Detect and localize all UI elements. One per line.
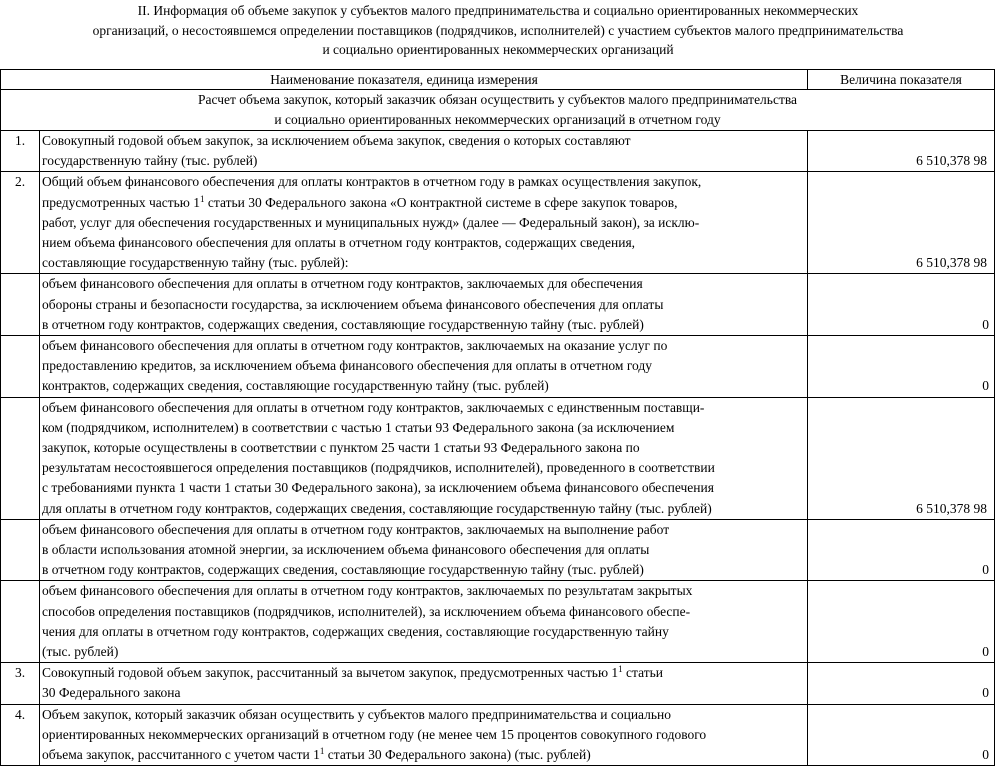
heading-line-2: организаций, о несостоявшемся определении поставщиков (подрядчиков, исполнителей) с участием субъектов малого предпринимательства — [92, 22, 904, 38]
table-header-row — [1, 70, 995, 90]
heading-line-1: II. Информация об объеме закупок у субъектов малого предпринимательства и социально ориентированных некоммерческих — [137, 3, 859, 18]
row-indicator-text — [40, 519, 808, 581]
indicator-line: для оплаты в отчетном году контрактов, содержащих сведения, составляющие государственную тайну (тыс. рублей) — [42, 500, 712, 516]
row-indicator-text — [40, 581, 808, 663]
indicator-line: с требованиями пункта 1 части 1 статьи 30 Федерального закона), за исключением объема финансового обеспечения — [42, 480, 714, 496]
indicator-line: Объем закупок, который заказчик обязан осуществить у субъектов малого предпринимательства и социально — [42, 706, 672, 722]
row-indicator-text — [40, 172, 808, 274]
procurement-table — [0, 69, 995, 766]
superscript-mark: 1 — [618, 664, 623, 675]
indicator-line: предусмотренных частью $1^1$ статьи 30 Федерального закона «О контрактной системе в сфере закупок товаров, — [42, 193, 678, 210]
indicator-line: в отчетном году контрактов, содержащих сведения, составляющие государственную тайну (тыс. рублей) — [42, 316, 644, 332]
row-number — [1, 336, 40, 398]
row-value: 0 — [808, 274, 995, 336]
indicator-line: объем финансового обеспечения для оплаты в отчетном году контрактов, заключаемых по результатам закрытых — [42, 583, 693, 599]
indicator-line: закупок, которые осуществлены в соответствии с пунктом 25 части 1 статьи 93 Федерального закона по — [42, 440, 640, 456]
indicator-line: нием объема финансового обеспечения для оплаты в отчетном году контрактов, содержащих сведения, — [42, 235, 636, 251]
row-number: 4. — [1, 704, 40, 766]
indicator-line: предоставлению кредитов, за исключением объема финансового обеспечения для оплаты в отчетном году — [42, 358, 653, 374]
table-row — [1, 581, 995, 663]
indicator-line: ком (подрядчиком, исполнителем) в соответствии с частью 1 статьи 93 Федерального закона (за исключением — [42, 419, 675, 435]
indicator-line: объема закупок, рассчитанного с учетом части $1^1$ статьи 30 Федерального закона) (тыс. рублей) — [42, 746, 591, 763]
row-indicator-text — [40, 274, 808, 336]
indicator-line: государственную тайну (тыс. рублей) — [42, 153, 258, 169]
indicator-line: в области использования атомной энергии, за исключением объема финансового обеспечения для оплаты — [42, 542, 650, 558]
superscript-mark: 1 — [319, 746, 325, 757]
section-title-line-1: Расчет объема закупок, который заказчик обязан осуществить у субъектов малого предпринимательства — [197, 92, 798, 107]
row-number — [1, 581, 40, 663]
row-indicator-text — [40, 704, 808, 766]
indicator-line: результатам несостоявшегося определения поставщиков (подрядчиков, исполнителей), проведенного в соответствии — [42, 460, 715, 476]
row-number — [1, 397, 40, 519]
indicator-line: чения для оплаты в отчетном году контрактов, содержащих сведения, составляющие государственную тайну — [42, 623, 669, 639]
indicator-line: объем финансового обеспечения для оплаты в отчетном году контрактов, заключаемых для обеспечения — [42, 276, 643, 292]
indicator-line: Совокупный годовой объем закупок, рассчитанный за вычетом закупок, предусмотренных частью $1^1$ статьи — [42, 664, 664, 681]
table-row — [1, 397, 995, 519]
indicator-line: способов определения поставщиков (подрядчиков, исполнителей), за исключением объема финансового обеспе- — [42, 603, 691, 619]
row-value: 6 510,378 98 — [808, 397, 995, 519]
indicator-line: составляющие государственную тайну (тыс. рублей): — [42, 255, 349, 271]
section-title-line-2: и социально ориентированных некоммерческих организаций в отчетном году — [274, 112, 721, 127]
row-number — [1, 519, 40, 581]
table-row — [1, 274, 995, 336]
row-indicator-text — [40, 336, 808, 398]
row-number: 1. — [1, 131, 40, 172]
section-title — [1, 90, 995, 131]
row-number: 3. — [1, 663, 40, 704]
row-indicator-text — [40, 131, 808, 172]
indicator-line: контрактов, содержащих сведения, составляющие государственную тайну (тыс. рублей) — [42, 378, 549, 394]
indicator-line: объем финансового обеспечения для оплаты в отчетном году контрактов, заключаемых на оказание услуг по — [42, 338, 668, 354]
indicator-line: в отчетном году контрактов, содержащих сведения, составляющие государственную тайну (тыс. рублей) — [42, 562, 644, 578]
row-value: 0 — [808, 704, 995, 766]
row-value: 0 — [808, 663, 995, 704]
row-indicator-text — [40, 663, 808, 704]
indicator-line: Общий объем финансового обеспечения для оплаты контрактов в отчетном году в рамках осуществления закупок, — [42, 174, 702, 190]
indicator-line: объем финансового обеспечения для оплаты в отчетном году контрактов, заключаемых на выполнение работ — [42, 521, 670, 537]
section-title-row — [1, 90, 995, 131]
document-heading — [0, 0, 996, 67]
table-row — [1, 663, 995, 704]
row-value: 6 510,378 98 — [808, 172, 995, 274]
row-indicator-text — [40, 397, 808, 519]
row-number: 2. — [1, 172, 40, 274]
heading-line-3: и социально ориентированных некоммерческих организаций — [322, 42, 674, 57]
indicator-line: Совокупный годовой объем закупок, за исключением объема закупок, сведения о которых составляют — [42, 133, 631, 148]
table-row — [1, 336, 995, 398]
table-row — [1, 131, 995, 172]
indicator-line: (тыс. рублей) — [42, 644, 119, 660]
table-row — [1, 172, 995, 274]
superscript-mark: 1 — [200, 193, 205, 204]
row-value: 0 — [808, 581, 995, 663]
row-value: 0 — [808, 336, 995, 398]
indicator-line: 30 Федерального закона — [42, 685, 181, 701]
indicator-line: ориентированных некоммерческих организаций в отчетном году (не менее чем 15 процентов совокупного годового — [42, 726, 707, 742]
row-number — [1, 274, 40, 336]
column-header-value: Величина показателя — [808, 70, 995, 90]
table-row — [1, 519, 995, 581]
indicator-line: обороны страны и безопасности государства, за исключением объема финансового обеспечения для оплаты — [42, 296, 664, 312]
row-value: 6 510,378 98 — [808, 131, 995, 172]
table-row — [1, 704, 995, 766]
column-header-indicator: Наименование показателя, единица измерения — [1, 70, 808, 90]
indicator-line: объем финансового обеспечения для оплаты в отчетном году контрактов, заключаемых с единственным поставщи- — [42, 399, 705, 415]
indicator-line: работ, услуг для обеспечения государственных и муниципальных нужд» (далее — Федеральный закон), за исклю- — [42, 214, 700, 230]
row-value: 0 — [808, 519, 995, 581]
